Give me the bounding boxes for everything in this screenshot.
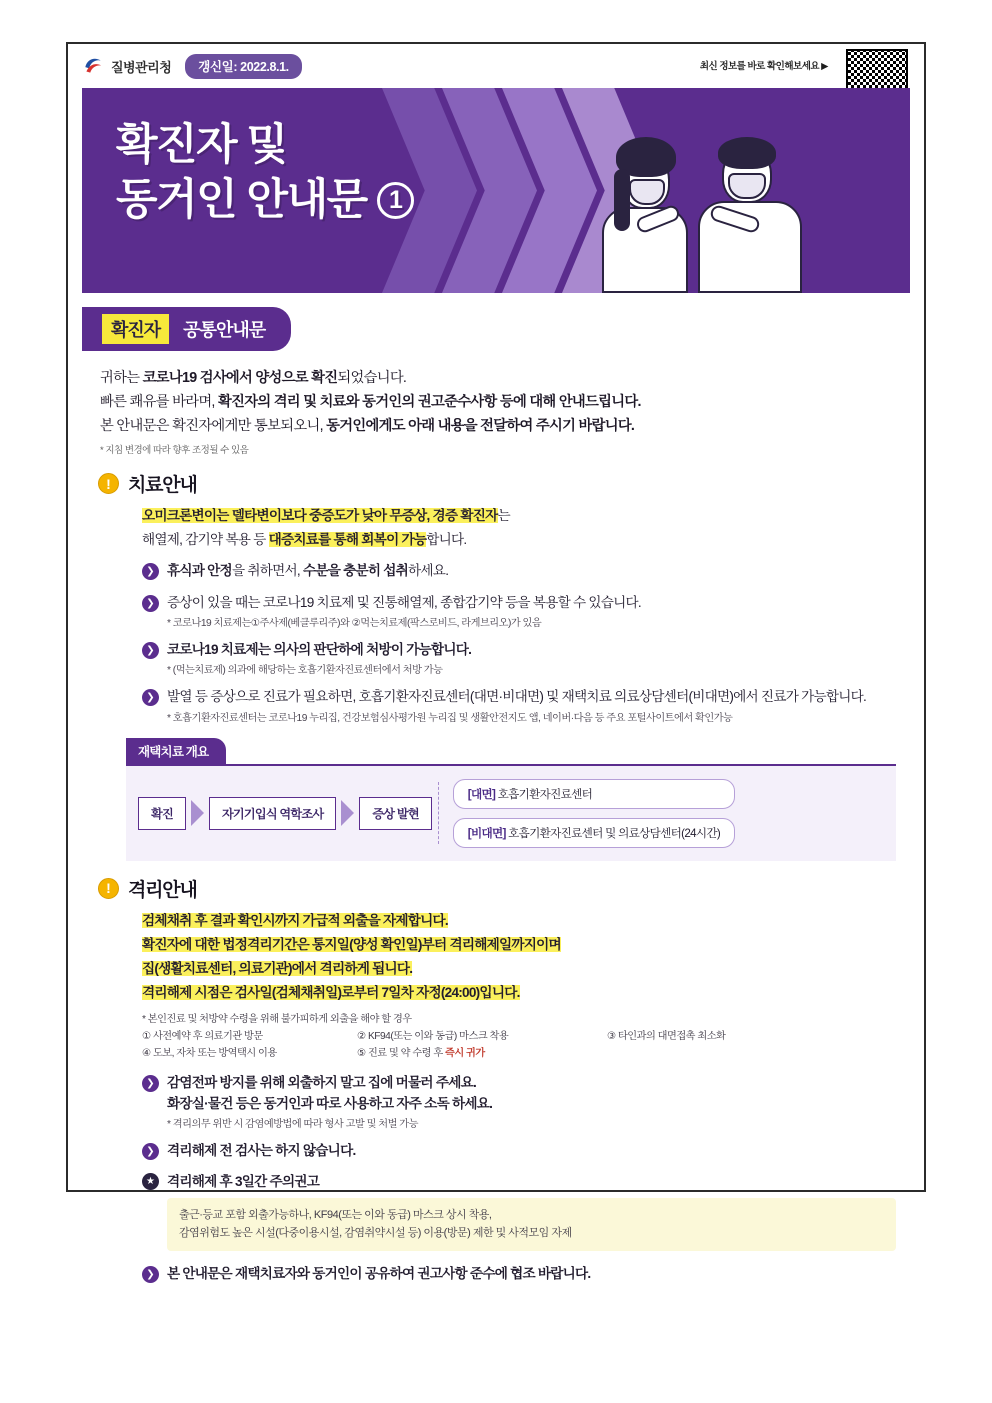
isolation-bullet-line1: 감염전파 방지를 위해 외출하지 말고 집에 머물러 주세요. [167, 1075, 476, 1091]
isolation-bullet-note: * 격리의무 위반 시 감염예방법에 따라 형사 고발 및 처벌 가능 [167, 1119, 418, 1131]
agency-name: 질병관리청 [111, 59, 172, 75]
update-date-badge: 갱신일: 2022.8.1. [185, 54, 301, 79]
isolation-heading [98, 875, 896, 902]
hero-title [82, 88, 910, 228]
hero-title-line2: 동거인 안내문 1 [116, 173, 910, 228]
post-isolation-title: 격리해제 후 3일간 주의권고 [167, 1173, 320, 1189]
flow-result-pill: [비대면] 호흡기환자진료센터 및 의료상담센터(24시간) [453, 818, 735, 848]
top-bar [68, 44, 924, 88]
flow-body [126, 764, 896, 861]
final-bullet [142, 1264, 896, 1284]
treatment-lead-1: 오미크론변이는 델타변이보다 중증도가 낮아 무증상, 경증 확진자는 [142, 508, 510, 523]
exception-item: ② KF94(또는 이와 동급) 마스크 착용 [357, 1030, 509, 1042]
flow-node: 자기기입식 역학조사 [209, 797, 336, 830]
chevron-right-icon: ❯ [142, 595, 159, 612]
post-isolation-advice [142, 1172, 896, 1252]
treatment-bullet [142, 640, 896, 676]
flow-connector [438, 782, 439, 844]
treatment-bullet-text: 코로나19 치료제는 의사의 판단하에 처방이 가능합니다. [167, 641, 472, 657]
isolation-bullet [142, 1141, 896, 1161]
treatment-heading [98, 470, 896, 497]
isolation-title: 격리안내 [128, 879, 197, 901]
exclamation-icon: ! [98, 473, 119, 494]
treatment-bullet [142, 593, 896, 629]
isolation-bullet [142, 1073, 896, 1130]
isolation-bullet-line2: 화장실·물건 등은 동거인과 따로 사용하고 자주 소독 하세요. [167, 1095, 493, 1111]
flow-result-pill: [대면] 호흡기환자진료센터 [453, 779, 735, 809]
agency-logo [82, 55, 171, 77]
post-isolation-box [167, 1198, 896, 1251]
treatment-title: 치료안내 [128, 475, 197, 496]
isolation-exception-list [142, 1029, 896, 1063]
home-treatment-flow [126, 738, 896, 861]
isolation-lead-3: 집(생활치료센터, 의료기관)에서 격리하게 됩니다. [142, 960, 413, 976]
treatment-bullet-note: * 코로나19 치료제는①주사제(베클루리주)와 ②먹는치료제(팍스로비드, 라게브리오)가 있음 [167, 617, 542, 629]
taegeuk-icon [82, 55, 104, 77]
intro-note: * 지침 변경에 따라 향후 조정될 수 있음 [100, 445, 249, 456]
bottom-spacer [68, 1285, 924, 1303]
exception-item: ③ 타인과의 대면접촉 최소화 [607, 1030, 726, 1042]
treatment-body [98, 505, 896, 724]
intro-line-3: 본 안내문은 확진자에게만 통보되오니, 동거인에게도 아래 내용을 전달하여 주시기 바랍니다. [100, 418, 635, 434]
isolation-lead-4: 격리해제 시점은 검사일(검체채취일)로부터 7일차 자정(24:00)입니다. [142, 984, 520, 1000]
flow-node: 증상 발현 [359, 797, 431, 830]
tab-label-highlight: 확진자 [102, 314, 169, 344]
intro-line-2: 빠른 쾌유를 바라며, 확진자의 격리 및 치료와 동거인의 권고준수사항 등에 대해 안내드립니다. [100, 394, 641, 410]
exception-item: ① 사전예약 후 의료기관 방문 [142, 1030, 263, 1042]
hero-title-line1: 확진자 및 [116, 121, 287, 169]
exclamation-icon: ! [98, 878, 119, 899]
flow-tab-label: 재택치료 개요 [126, 738, 226, 764]
badge-number-one: 1 [377, 182, 414, 219]
treatment-bullet-note: * 호흡기환자진료센터는 코로나19 누리집, 건강보험심사평가원 누리집 및 생활안전지도 앱, 네이버·다음 등 주요 포털사이트에서 확인가능 [167, 712, 733, 724]
intro-block [68, 351, 924, 456]
chevron-right-icon: ❯ [142, 563, 159, 580]
section-tab-row [82, 307, 910, 351]
intro-line-1: 귀하는 코로나19 검사에서 양성으로 확진되었습니다. [100, 370, 407, 386]
treatment-bullet [142, 561, 896, 581]
hero-banner [82, 88, 910, 293]
treatment-bullet-text: 증상이 있을 때는 코로나19 치료제 및 진통해열제, 종합감기약 등을 복용할 수 있습니다. [167, 594, 641, 610]
isolation-lead-2: 확진자에 대한 법정격리기간은 통지일(양성 확인일)부터 격리해제일까지이며 [142, 936, 561, 952]
flow-node: 확진 [138, 797, 186, 830]
post-isolation-line: 출근·등교 포함 외출가능하나, KF94(또는 이와 동급) 마스크 상시 착용, [179, 1208, 492, 1221]
isolation-body [98, 910, 896, 1285]
isolation-exception-head: * 본인진료 및 처방약 수령을 위해 불가피하게 외출을 해야 할 경우 [142, 1013, 412, 1025]
flow-results [453, 779, 735, 848]
treatment-lead-2: 해열제, 감기약 복용 등 대증치료를 통해 회복이 가능합니다. [142, 532, 467, 548]
star-icon: ★ [142, 1173, 159, 1190]
chevron-right-icon: ❯ [142, 1143, 159, 1160]
isolation-lead-1: 검체채취 후 결과 확인시까지 가급적 외출을 자제합니다. [142, 912, 448, 928]
isolation-section [68, 875, 924, 1285]
qr-note: 최신 정보를 바로 확인해보세요 ▶ [699, 61, 828, 72]
tab-label-plain: 공통안내문 [183, 320, 266, 340]
final-bullet-text: 본 안내문은 재택치료자와 동거인이 공유하여 권고사항 준수에 협조 바랍니다. [167, 1266, 591, 1282]
treatment-bullet-text: 휴식과 안정을 취하면서, 수분을 충분히 섭취하세요. [167, 563, 449, 579]
arrow-right-icon [341, 800, 354, 826]
chevron-right-icon: ❯ [142, 1266, 159, 1283]
treatment-section [68, 470, 924, 724]
isolation-bullet-line1: 격리해제 전 검사는 하지 않습니다. [167, 1143, 356, 1159]
exception-item: ⑤ 진료 및 약 수령 후 즉시 귀가 [357, 1047, 485, 1059]
section-tab [82, 307, 291, 351]
chevron-right-icon: ❯ [142, 689, 159, 706]
arrow-right-icon [191, 800, 204, 826]
treatment-bullet-text: 발열 등 증상으로 진료가 필요하면, 호흡기환자진료센터(대면·비대면) 및 재택치료 의료상담센터(비대면)에서 진료가 가능합니다. [167, 689, 867, 705]
chevron-right-icon: ❯ [142, 1075, 159, 1092]
treatment-bullet-note: * (먹는치료제) 의과에 해당하는 호흡기환자진료센터에서 처방 가능 [167, 665, 443, 677]
poster-sheet [66, 42, 926, 1282]
post-isolation-line: 감염위험도 높은 시설(다중이용시설, 감염취약시설 등) 이용(방문) 제한 및 사적모임 자제 [179, 1227, 572, 1240]
treatment-bullet [142, 687, 896, 723]
chevron-right-icon: ❯ [142, 642, 159, 659]
exception-item: ④ 도보, 자차 또는 방역택시 이용 [142, 1047, 277, 1059]
